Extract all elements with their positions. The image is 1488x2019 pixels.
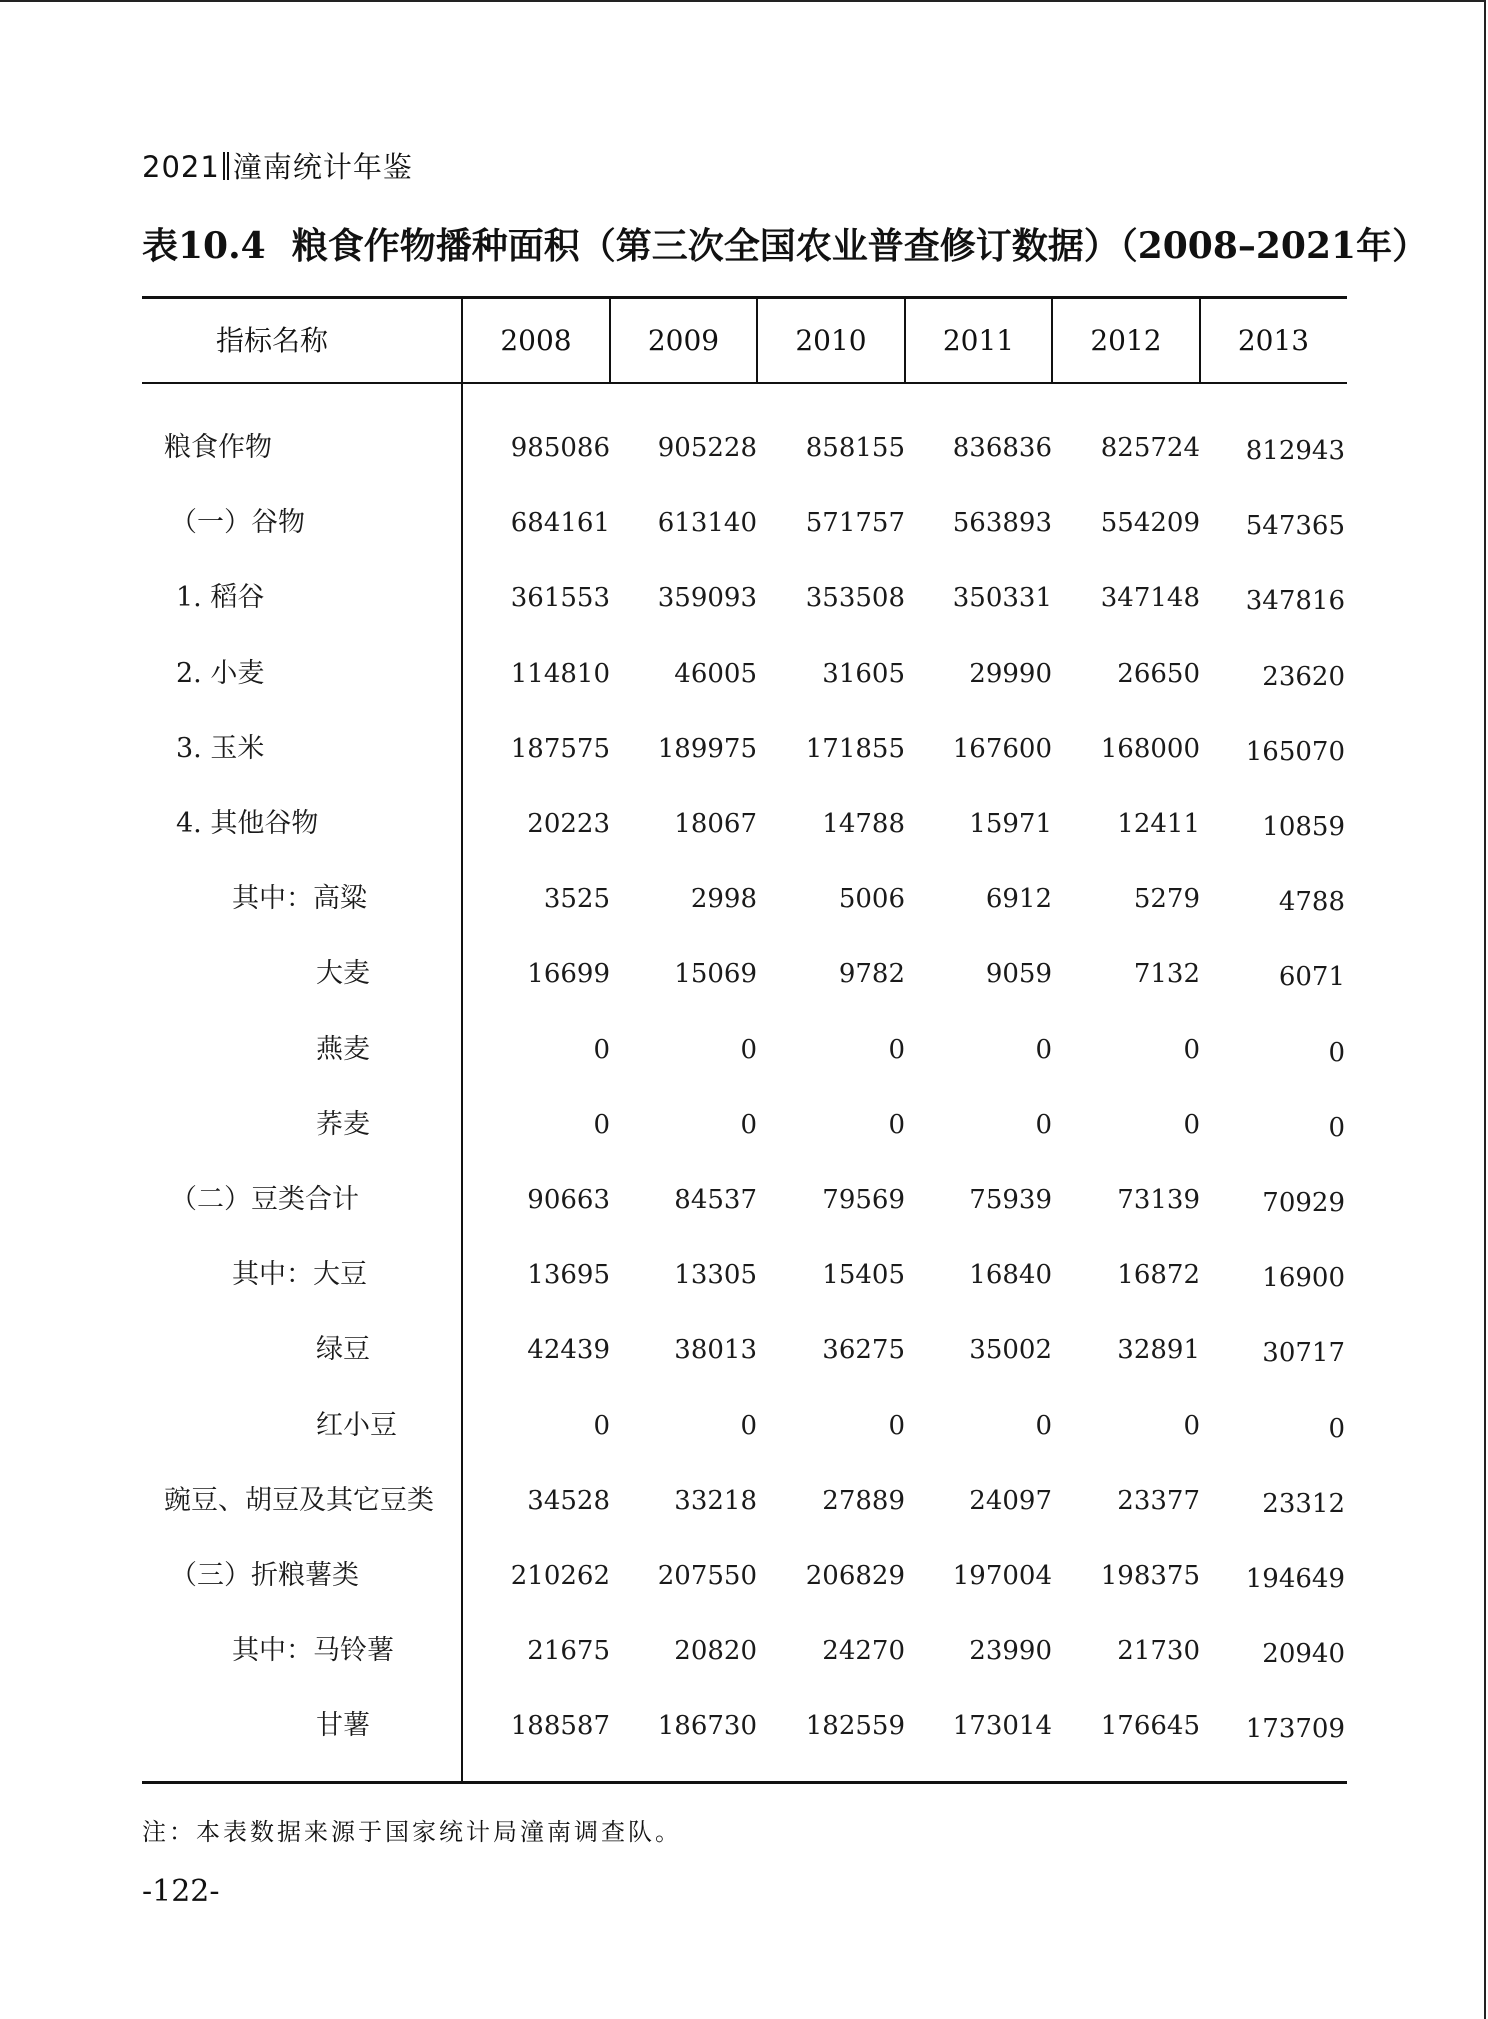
cell-2013: 173709 [1245,1714,1345,1745]
table-row [142,501,1347,576]
cell-2009: 46005 [674,658,757,689]
table-row [142,1629,1347,1704]
cell-2012: 347148 [1100,583,1200,614]
table-title-text: 粮食作物播种面积（第三次全国农业普查修订数据）（2008–2021年） [291,225,1429,267]
cell-2011: 16840 [969,1260,1052,1291]
cell-2013: 6071 [1278,962,1345,993]
cell-2013: 10859 [1262,812,1345,842]
cell-2010: 27889 [822,1485,905,1516]
cell-2008: 0 [593,1034,610,1065]
table-note: 注：本表数据来源于国家统计局潼南调查队。 [142,1818,682,1846]
cell-2013: 0 [1328,1037,1345,1068]
cell-2011: 0 [1035,1410,1052,1441]
cell-2010: 9782 [838,959,905,990]
cell-2010: 182559 [805,1711,905,1742]
cell-2012: 5279 [1133,884,1200,915]
cell-2008: 21675 [527,1636,610,1667]
cell-2009: 207550 [657,1561,757,1591]
cell-2013: 4788 [1278,887,1345,918]
cell-2013: 16900 [1262,1263,1345,1294]
header-divider [223,152,229,180]
row-label: 其中：高粱 [232,883,367,915]
table-row [142,576,1347,651]
table-row [142,1328,1347,1403]
cell-2009: 186730 [657,1711,757,1742]
cell-2009: 18067 [674,809,757,839]
cell-2008: 0 [593,1410,610,1441]
cell-2008: 13695 [527,1260,610,1291]
cell-2009: 0 [740,1034,757,1065]
cell-2008: 3525 [543,884,610,915]
cell-2008: 90663 [527,1185,610,1215]
cell-2013: 165070 [1245,736,1345,767]
cell-2010: 79569 [822,1185,905,1215]
table-row [142,1704,1347,1779]
table-title [142,218,1428,269]
cell-2012: 554209 [1100,508,1200,539]
cell-2011: 197004 [952,1561,1052,1591]
cell-2012: 198375 [1100,1561,1200,1591]
cell-2013: 23312 [1262,1488,1345,1519]
cell-2010: 206829 [805,1561,905,1591]
data-table [142,296,1347,1784]
cell-2013: 70929 [1262,1188,1345,1218]
page-number: -122- [142,1874,220,1909]
cell-2011: 350331 [952,583,1052,614]
cell-2010: 24270 [822,1636,905,1667]
cell-2011: 563893 [952,508,1052,539]
cell-2012: 12411 [1117,809,1200,839]
cell-2009: 33218 [674,1485,757,1516]
cell-2011: 24097 [969,1485,1052,1516]
cell-2012: 825724 [1100,433,1200,463]
cell-2011: 0 [1035,1109,1052,1140]
cell-2010: 15405 [822,1260,905,1291]
running-header [142,145,413,186]
cell-2011: 23990 [969,1636,1052,1667]
row-label: 燕麦 [316,1033,370,1065]
row-label: （二）豆类合计 [170,1184,359,1215]
cell-2011: 29990 [969,658,1052,689]
cell-2008: 361553 [510,583,610,614]
cell-2010: 858155 [805,433,905,463]
table-row [142,952,1347,1027]
cell-2013: 20940 [1262,1639,1345,1670]
cell-2012: 23377 [1117,1485,1200,1516]
cell-2010: 0 [888,1034,905,1065]
row-label: （一）谷物 [170,507,305,539]
cell-2009: 0 [740,1109,757,1140]
cell-2010: 31605 [822,658,905,689]
table-row [142,1554,1347,1629]
row-label: 其中：大豆 [232,1259,367,1291]
cell-2008: 985086 [510,433,610,463]
cell-2012: 168000 [1100,733,1200,764]
table-number: 表10.4 [142,225,266,267]
table-row [142,1103,1347,1178]
cell-2009: 20820 [674,1636,757,1667]
cell-2012: 32891 [1117,1335,1200,1366]
cell-2013: 547365 [1245,511,1345,542]
cell-2012: 26650 [1117,658,1200,689]
cell-2009: 2998 [690,884,757,915]
cell-2011: 75939 [969,1185,1052,1215]
header-year-2013: 2013 [1237,324,1310,357]
cell-2010: 36275 [822,1335,905,1366]
cell-2009: 359093 [657,583,757,614]
cell-2011: 836836 [952,433,1052,463]
cell-2011: 9059 [985,959,1052,990]
cell-2008: 114810 [510,658,610,689]
cell-2010: 571757 [805,508,905,539]
row-label: 荞麦 [316,1108,370,1140]
header-year-2009: 2009 [647,324,720,357]
row-label: 4. 其他谷物 [176,808,319,839]
cell-2009: 613140 [657,508,757,539]
cell-2008: 188587 [510,1711,610,1742]
cell-2008: 16699 [527,959,610,990]
row-label: 大麦 [316,958,370,990]
row-label: 其中：马铃薯 [232,1635,394,1667]
table-row [142,1404,1347,1479]
header-year-2010: 2010 [795,324,867,357]
cell-2013: 194649 [1245,1564,1345,1594]
cell-2013: 0 [1328,1112,1345,1143]
header-name-column: 指标名称 [215,324,328,357]
cell-2012: 21730 [1117,1636,1200,1667]
cell-2008: 42439 [527,1335,610,1366]
cell-2008: 187575 [510,733,610,764]
header-year-2008: 2008 [500,324,572,357]
cell-2010: 14788 [822,809,905,839]
row-label: 2. 小麦 [176,657,265,689]
row-label: 3. 玉米 [176,732,265,764]
row-label: 红小豆 [316,1409,397,1441]
cell-2011: 173014 [952,1711,1052,1742]
cell-2013: 30717 [1262,1338,1345,1369]
cell-2011: 6912 [985,884,1052,915]
cell-2009: 84537 [674,1185,757,1215]
cell-2012: 0 [1183,1034,1200,1065]
cell-2009: 13305 [674,1260,757,1291]
cell-2013: 0 [1328,1413,1345,1444]
cell-2012: 0 [1183,1410,1200,1441]
row-label: 绿豆 [316,1334,370,1366]
table-row [142,877,1347,952]
table-row [142,1253,1347,1328]
cell-2008: 684161 [510,508,610,539]
cell-2010: 0 [888,1410,905,1441]
cell-2009: 38013 [674,1335,757,1366]
table-row [142,802,1347,877]
table-row [142,1028,1347,1103]
table-row [142,727,1347,802]
cell-2010: 5006 [838,884,905,915]
cell-2013: 23620 [1262,661,1345,692]
table-header-rule [142,382,1347,384]
header-year: 2021 [142,150,220,184]
cell-2012: 7132 [1133,959,1200,990]
cell-2008: 0 [593,1109,610,1140]
cell-2008: 210262 [510,1561,610,1591]
table-row [142,1479,1347,1554]
cell-2010: 0 [888,1109,905,1140]
row-label: 甘薯 [316,1710,370,1742]
cell-2009: 15069 [674,959,757,990]
cell-2011: 167600 [952,733,1052,764]
cell-2009: 0 [740,1410,757,1441]
cell-2011: 35002 [969,1335,1052,1366]
header-year-2011: 2011 [942,324,1015,357]
cell-2013: 812943 [1245,436,1345,466]
row-label: 豌豆、胡豆及其它豆类 [164,1484,434,1516]
cell-2009: 905228 [657,433,757,463]
cell-2013: 347816 [1245,586,1345,617]
cell-2012: 16872 [1117,1260,1200,1291]
table-row [142,426,1347,501]
cell-2012: 176645 [1100,1711,1200,1742]
cell-2010: 171855 [805,733,905,764]
table-row [142,652,1347,727]
cell-2011: 15971 [969,809,1052,839]
cell-2012: 0 [1183,1109,1200,1140]
row-label: 粮食作物 [164,432,272,463]
cell-2010: 353508 [805,583,905,614]
table-bottom-rule [142,1781,1347,1784]
header-year-2012: 2012 [1090,324,1162,357]
table-row [142,1178,1347,1253]
cell-2009: 189975 [657,733,757,764]
row-label: 1. 稻谷 [176,582,265,614]
row-label: （三）折粮薯类 [170,1560,359,1591]
cell-2011: 0 [1035,1034,1052,1065]
cell-2008: 20223 [527,809,610,839]
cell-2008: 34528 [527,1485,610,1516]
cell-2012: 73139 [1117,1185,1200,1215]
header-book-title: 潼南统计年鉴 [232,150,413,184]
